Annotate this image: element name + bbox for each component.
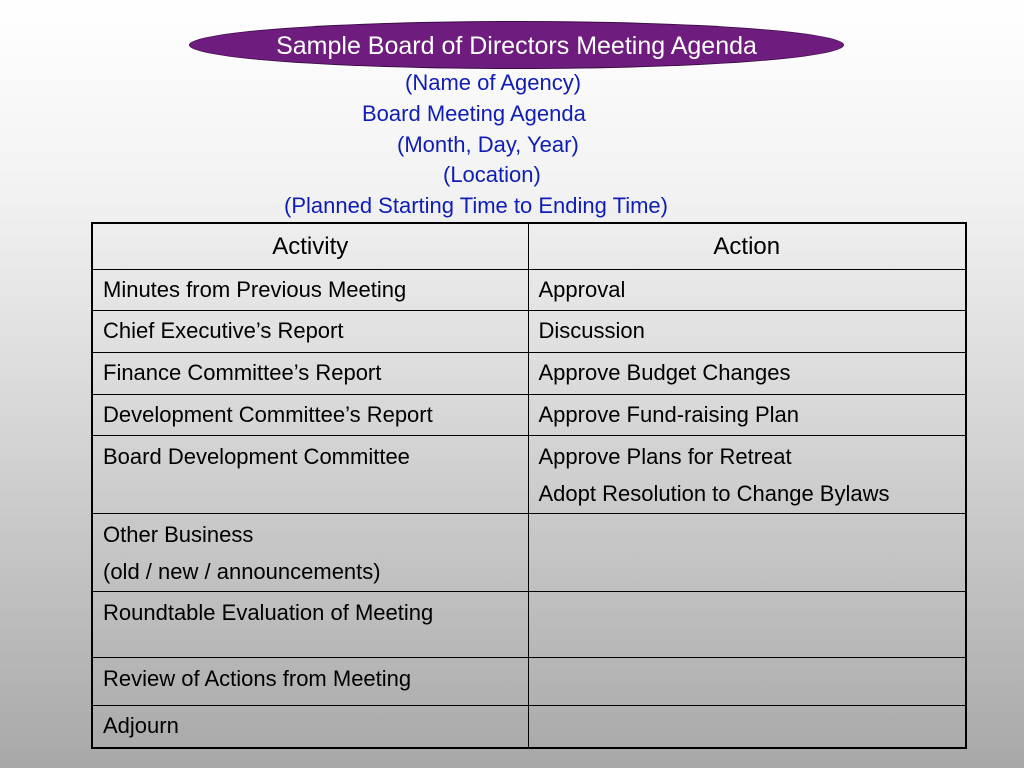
table-row [92,395,966,436]
table-row [92,353,966,395]
meeting-date: (Month, Day, Year) [397,132,579,157]
meeting-location: (Location) [443,162,541,187]
action-cell [528,658,966,706]
table-row [92,514,966,592]
action-text: Approve Fund-raising Plan [538,402,799,427]
table-row [92,311,966,353]
activity-text: Roundtable Evaluation of Meeting [103,600,434,625]
activity-cell [92,353,528,395]
action-text: Approve Plans for Retreat [538,444,792,469]
activity-text: (old / new / announcements) [103,559,381,584]
agenda-table [91,222,967,749]
meeting-time: (Planned Starting Time to Ending Time) [284,193,668,218]
action-cell [528,436,966,514]
action-cell [528,270,966,311]
action-text: Approval [538,277,626,302]
activity-cell [92,706,528,748]
agency-name: (Name of Agency) [405,70,582,95]
action-cell [528,514,966,592]
action-cell [528,592,966,658]
action-cell [528,395,966,436]
table-row [92,436,966,514]
activity-text: Finance Committee’s Report [103,360,382,385]
table-row [92,706,966,748]
action-text: Adopt Resolution to Change Bylaws [538,481,890,506]
activity-text: Other Business [103,522,254,547]
activity-text: Adjourn [103,713,179,738]
action-text: Discussion [538,318,645,343]
action-cell [528,311,966,353]
activity-cell [92,436,528,514]
action-cell [528,353,966,395]
activity-text: Minutes from Previous Meeting [103,277,407,302]
activity-cell [92,658,528,706]
column-header-action: Action [528,223,966,270]
activity-text: Review of Actions from Meeting [103,666,412,691]
activity-text: Development Committee’s Report [103,402,433,427]
table-row [92,270,966,311]
agenda-heading: Board Meeting Agenda [362,101,586,126]
activity-cell [92,514,528,592]
page-title: Sample Board of Directors Meeting Agenda [276,32,757,60]
activity-cell [92,395,528,436]
activity-cell [92,270,528,311]
activity-cell [92,592,528,658]
activity-text: Board Development Committee [103,444,410,469]
activity-text: Chief Executive’s Report [103,318,344,343]
table-row [92,592,966,658]
action-cell [528,706,966,748]
activity-cell [92,311,528,353]
table-header-row [92,223,966,270]
column-header-activity: Activity [92,223,528,270]
table-row [92,658,966,706]
action-text: Approve Budget Changes [538,360,791,385]
